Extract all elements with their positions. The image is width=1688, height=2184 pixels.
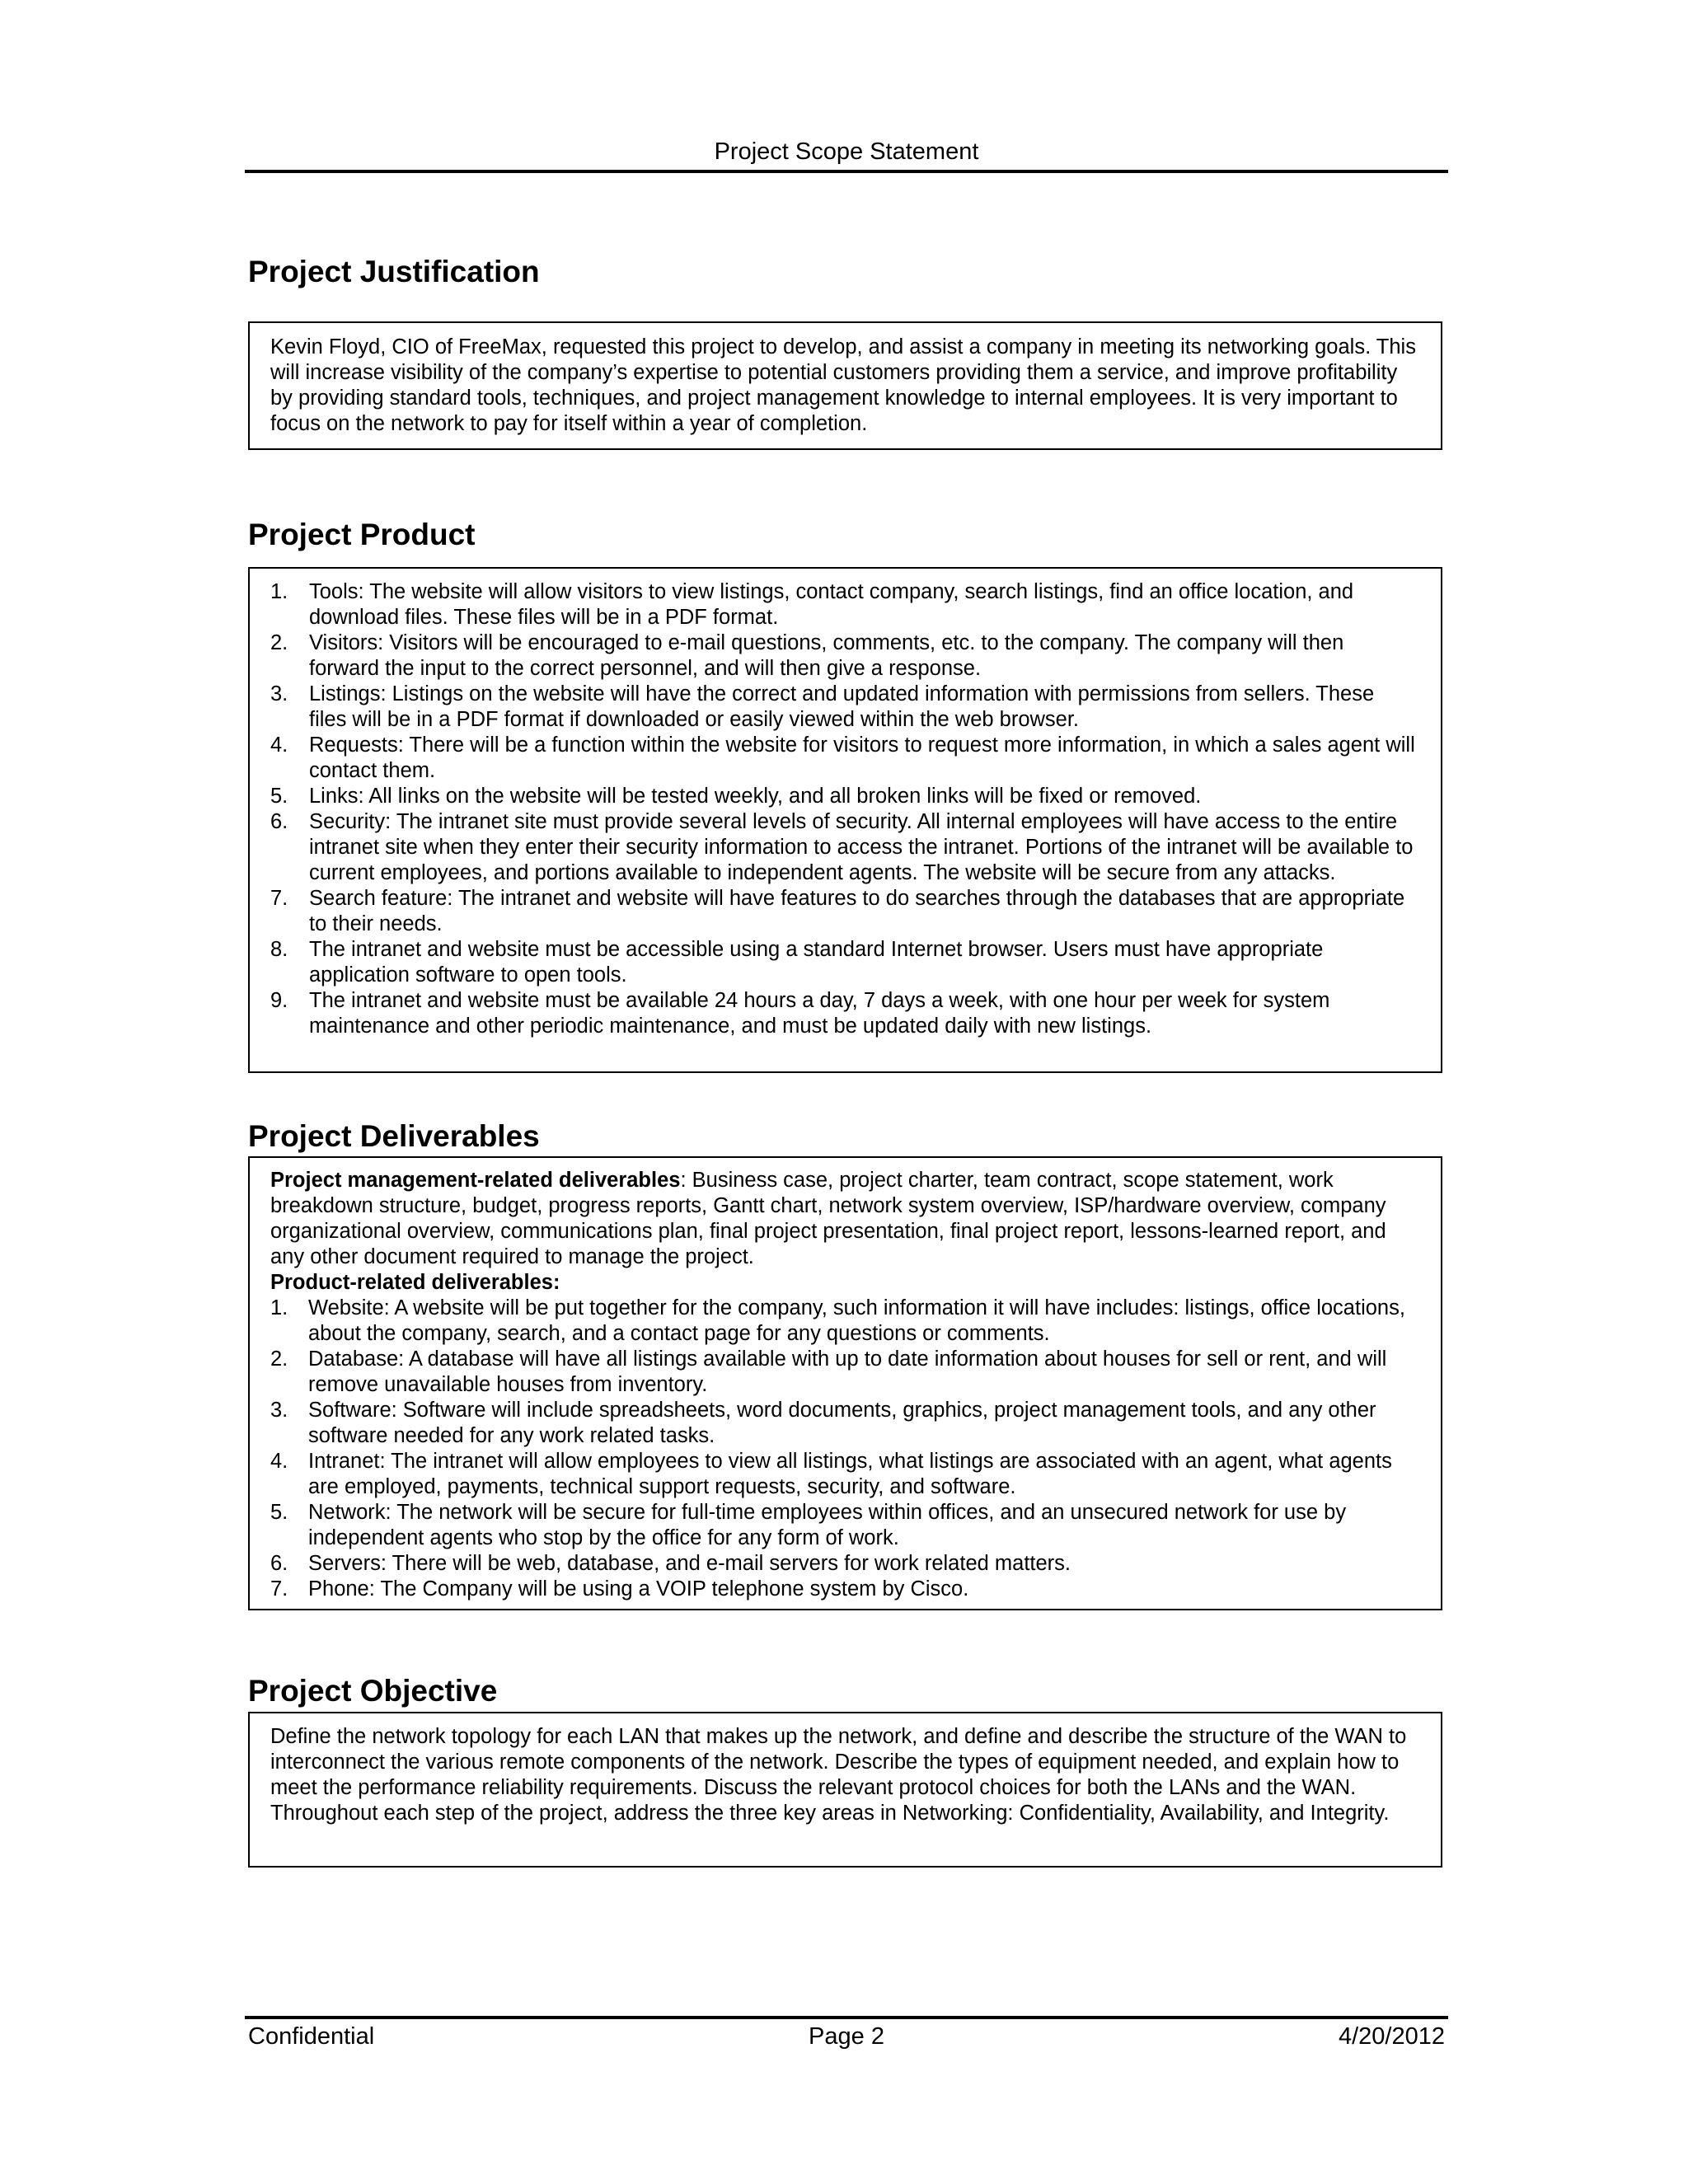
justification-box	[248, 321, 1442, 450]
objective-box	[248, 1712, 1442, 1868]
list-number: 7.	[270, 887, 288, 910]
list-number: 6.	[270, 1552, 288, 1575]
list-text: Visitors: Visitors will be encouraged to e-mail questions, comments, etc. to the company. The company will then forward the input to the correct personnel, and will then give a response.	[309, 631, 1344, 680]
list-text: Software: Software will include spreadsheets, word documents, graphics, project management tools, and any other software needed for any work related tasks.	[308, 1399, 1376, 1447]
list-number: 8.	[270, 938, 288, 961]
list-text: The intranet and website must be available 24 hours a day, 7 days a week, with one hour per week for system maintenance and other periodic maintenance, and must be updated daily with new listings.	[309, 989, 1330, 1038]
list-number: 3.	[270, 682, 288, 705]
list-item	[270, 1577, 1416, 1602]
list-text: Tools: The website will allow visitors to view listings, contact company, search listings, find an office location, and download files. These files will be in a PDF format.	[309, 580, 1354, 629]
deliverables-heading: Project Deliverables	[248, 1119, 540, 1153]
list-number: 5.	[270, 785, 288, 808]
list-text: Intranet: The intranet will allow employees to view all listings, what listings are associated with an agent, what agents are employed, payments, technical support requests, security, and software.	[308, 1450, 1392, 1498]
deliverables-list	[270, 1296, 1416, 1602]
list-number: 5.	[270, 1501, 288, 1524]
header-title: Project Scope Statement	[714, 138, 979, 165]
list-item	[270, 1398, 1416, 1449]
list-text: Database: A database will have all listings available with up to date information about houses for sell or rent, and will remove unavailable houses from inventory.	[308, 1347, 1387, 1396]
list-number: 4.	[270, 1450, 288, 1473]
footer-date: 4/20/2012	[1338, 2023, 1445, 2050]
list-item	[270, 1500, 1416, 1551]
list-text: The intranet and website must be accessible using a standard Internet browser. Users must have appropriate application software to open tools.	[309, 938, 1324, 987]
justification-heading: Project Justification	[248, 255, 540, 288]
list-number: 6.	[270, 810, 288, 833]
list-text: Requests: There will be a function within the website for visitors to request more information, in which a sales agent will contact them.	[309, 733, 1415, 782]
list-text: Links: All links on the website will be tested weekly, and all broken links will be fixed or removed.	[309, 785, 1202, 808]
product-list	[270, 579, 1416, 1039]
product-box	[248, 567, 1442, 1073]
list-item	[270, 682, 1416, 733]
page-footer	[245, 2016, 1448, 2052]
pm-deliverables	[270, 1168, 1416, 1270]
list-item	[270, 1449, 1416, 1500]
list-item	[270, 579, 1416, 630]
list-text: Servers: There will be web, database, and e-mail servers for work related matters.	[308, 1552, 1071, 1575]
list-text: Listings: Listings on the website will have the correct and updated information with permissions from sellers. These files will be in a PDF format if downloaded or easily viewed within the web browser.	[309, 682, 1375, 731]
pm-deliverables-text: : Business case, project charter, team contract, scope statement, work breakdown structure, budget, progress reports, Gantt chart, network system overview, ISP/hardware overview, company organizational overview, communications plan, final project presentation, final project report, lessons-learned report, and any other document required to manage the project.	[270, 1169, 1386, 1268]
list-text: Website: A website will be put together for the company, such information it will have includes: listings, office locations, about the company, search, and a contact page for any questions or comments.	[308, 1296, 1405, 1345]
list-text: Phone: The Company will be using a VOIP telephone system by Cisco.	[308, 1577, 969, 1601]
list-text: Network: The network will be secure for full-time employees within offices, and an unsecured network for use by independent agents who stop by the office for any form of work.	[308, 1501, 1347, 1549]
list-number: 2.	[270, 1347, 288, 1371]
justification-text: Kevin Floyd, CIO of FreeMax, requested this project to develop, and assist a company in meeting its networking goals. This will increase visibility of the company’s expertise to potential customers providing them a service, and improve profitability by providing standard tools, techniques, and project management knowledge to internal employees. It is very important to focus on the network to pay for itself within a year of completion.	[270, 335, 1416, 435]
list-item	[270, 988, 1416, 1039]
list-item	[270, 1296, 1416, 1347]
list-number: 9.	[270, 989, 288, 1012]
list-number: 2.	[270, 631, 288, 654]
list-item	[270, 733, 1416, 784]
list-number: 3.	[270, 1399, 288, 1422]
list-item	[270, 1347, 1416, 1398]
product-deliverables-label: Product-related deliverables:	[270, 1271, 560, 1294]
list-number: 1.	[270, 580, 288, 603]
list-item	[270, 809, 1416, 886]
product-heading: Project Product	[248, 518, 476, 551]
footer-page-number: Page 2	[809, 2023, 884, 2050]
page-header	[245, 134, 1448, 173]
pm-deliverables-label: Project management-related deliverables	[270, 1169, 681, 1192]
list-item	[270, 937, 1416, 988]
deliverables-box	[248, 1156, 1442, 1610]
objective-text: Define the network topology for each LAN that makes up the network, and define and describe the structure of the WAN to interconnect the various remote components of the network. Describe the types of equipment needed, and explain how to meet the performance reliability requirements. Discuss the relevant protocol choices for both the LANs and the WAN. Throughout each step of the project, address the three key areas in Networking: Confidentiality, Availability, and Integrity.	[270, 1725, 1407, 1825]
objective-heading: Project Objective	[248, 1674, 498, 1708]
footer-confidential: Confidential	[248, 2023, 375, 2050]
list-item	[270, 886, 1416, 937]
list-number: 7.	[270, 1577, 288, 1601]
list-item	[270, 630, 1416, 682]
list-text: Security: The intranet site must provide several levels of security. All internal employees will have access to the entire intranet site when they enter their security information to access the intranet. Portions of the intranet will be available to current employees, and portions available to independent agents. The website will be secure from any attacks.	[309, 810, 1414, 884]
list-number: 4.	[270, 733, 288, 757]
list-text: Search feature: The intranet and website will have features to do searches through the databases that are appropriate to their needs.	[309, 887, 1405, 935]
list-item	[270, 784, 1416, 809]
list-item	[270, 1551, 1416, 1577]
list-number: 1.	[270, 1296, 288, 1319]
